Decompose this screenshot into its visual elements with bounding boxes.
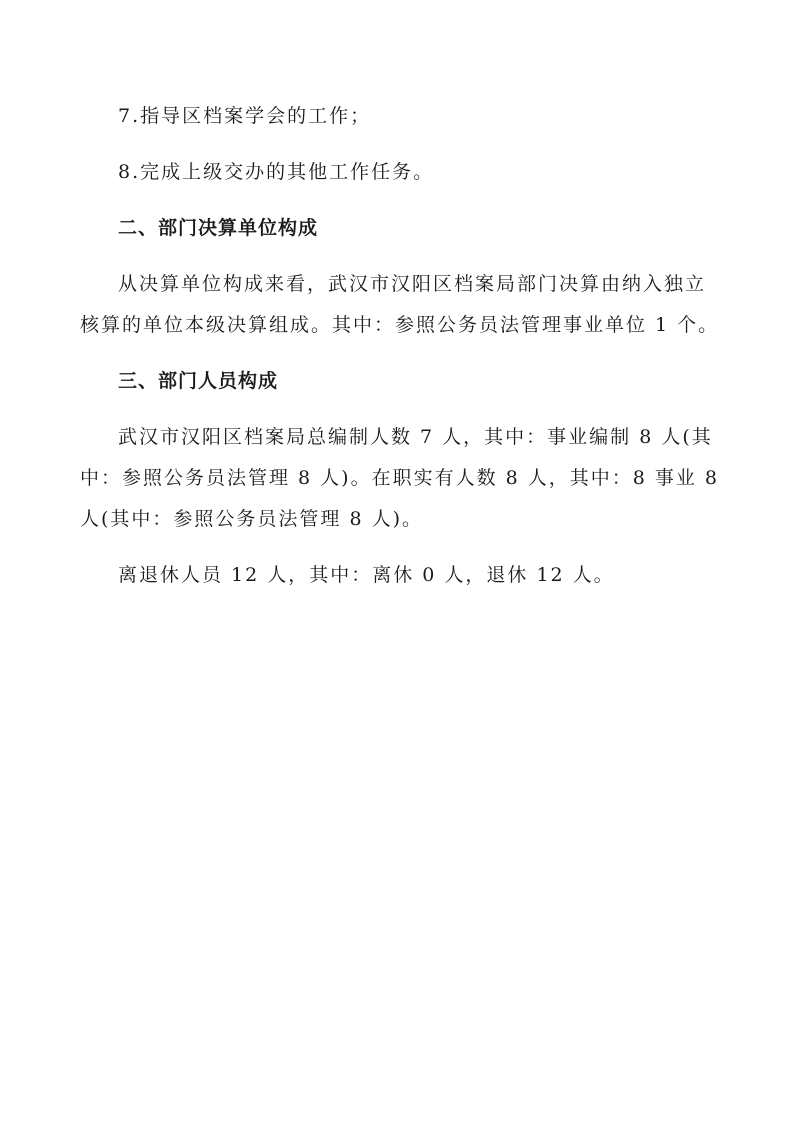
section-heading-unit-composition: 二、部门决算单位构成: [118, 217, 319, 239]
staff-paragraph-line-3: 人(其中：参照公务员法管理 8 人)。: [80, 508, 423, 530]
unit-composition-paragraph-line-2: 核算的单位本级决算组成。其中：参照公务员法管理事业单位 1 个。: [80, 314, 720, 336]
retired-staff-paragraph: 离退休人员 12 人，其中：离休 0 人，退休 12 人。: [118, 564, 615, 586]
list-item-8: 8.完成上级交办的其他工作任务。: [118, 161, 435, 183]
list-item-7: 7.指导区档案学会的工作；: [118, 105, 372, 127]
staff-paragraph-line-2: 中：参照公务员法管理 8 人)。在职实有人数 8 人，其中：8 事业 8: [80, 467, 720, 489]
unit-composition-paragraph-line-1: 从决算单位构成来看，武汉市汉阳区档案局部门决算由纳入独立: [118, 273, 707, 295]
section-heading-staff-composition: 三、部门人员构成: [118, 370, 279, 392]
staff-paragraph-line-1: 武汉市汉阳区档案局总编制人数 7 人，其中：事业编制 8 人(其: [118, 426, 713, 448]
